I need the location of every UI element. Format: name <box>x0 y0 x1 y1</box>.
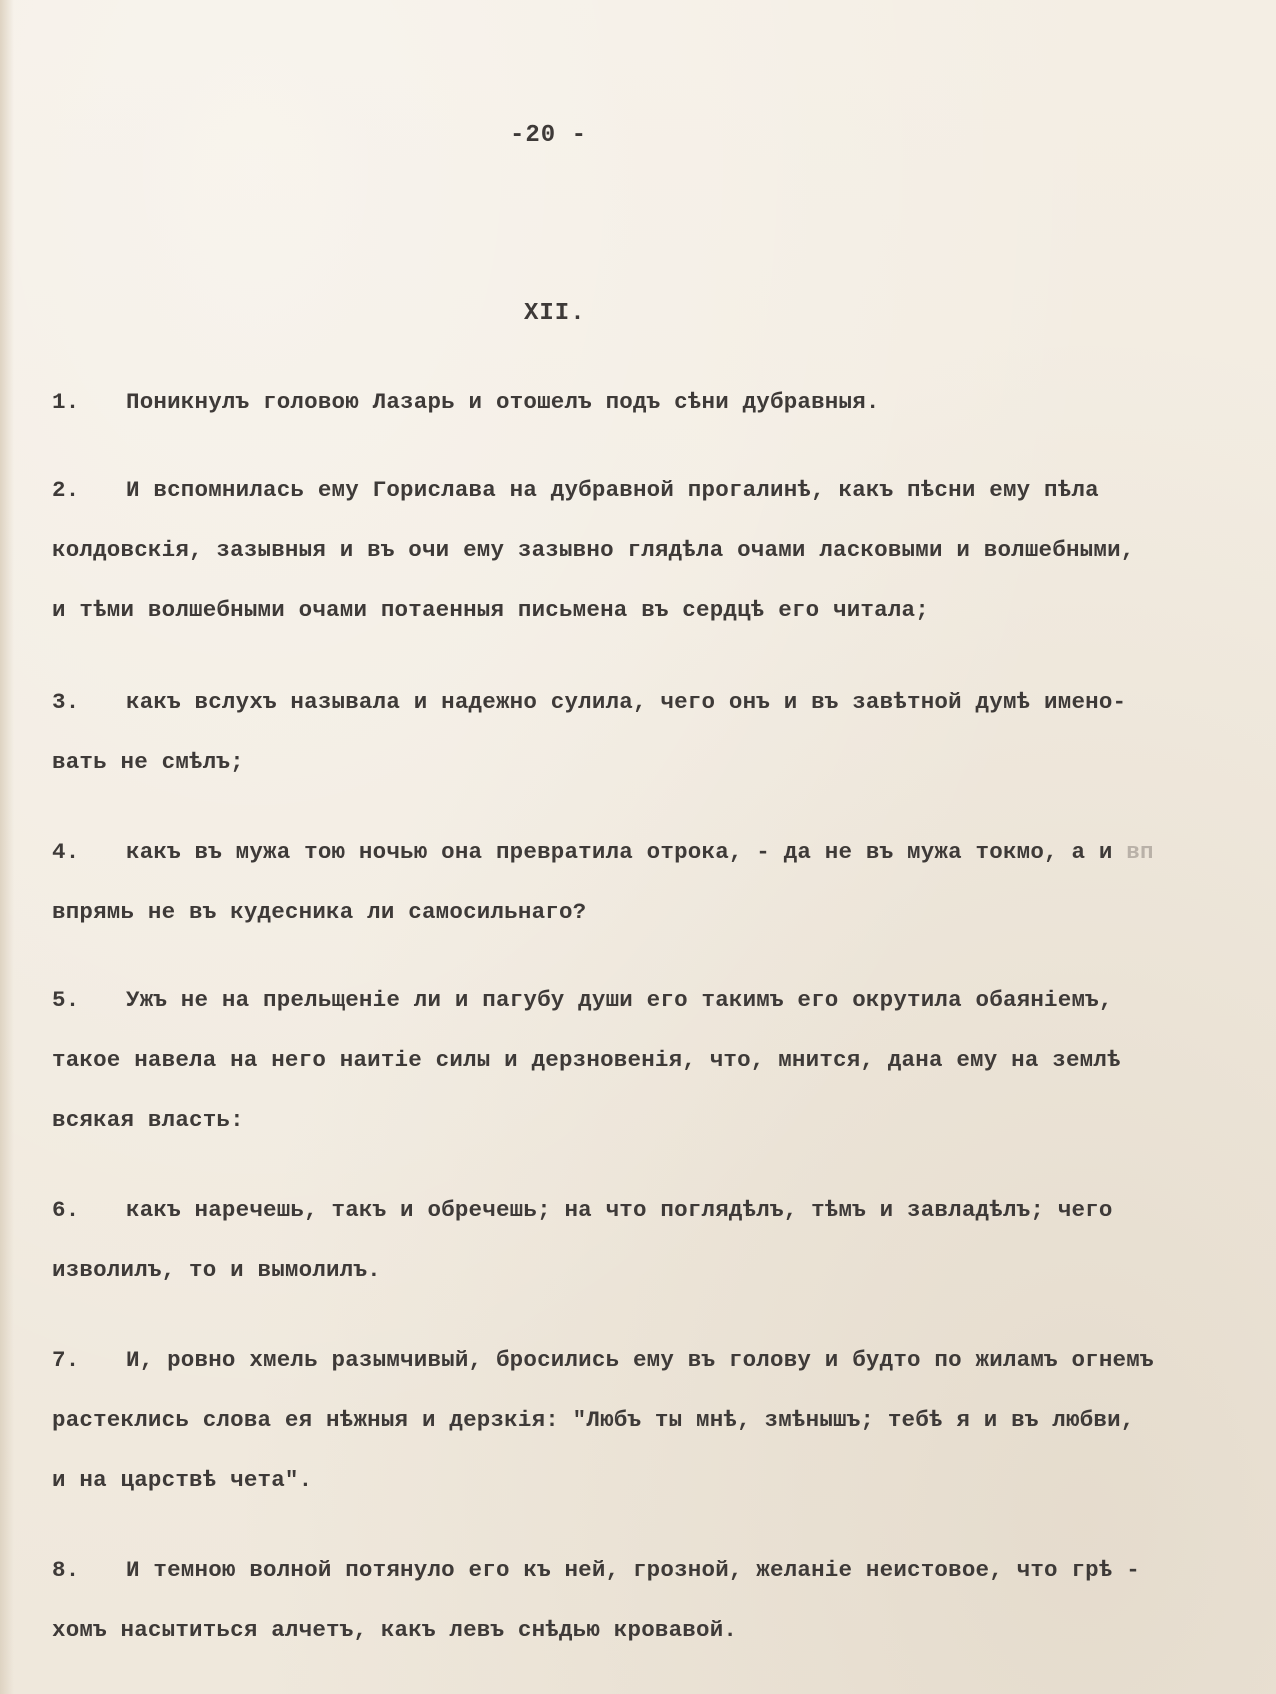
faded-overtyped-text: вп <box>1126 839 1154 865</box>
verse-line: какъ вслухъ называла и надежно сулила, чего онъ и въ завѣтной думѣ имено- <box>126 689 1127 715</box>
verse-line: Поникнулъ головою Лазарь и отошелъ подъ сѣни дубравныя. <box>126 389 880 415</box>
verse-3 <box>52 672 1252 792</box>
verse-line: впрямь не въ кудесника ли самосильнаго? <box>52 899 587 925</box>
verse-number: 2. <box>52 477 80 503</box>
verse-line: такое навела на него наитіе силы и дерзновенія, что, мнится, дана ему на землѣ <box>52 1047 1121 1073</box>
verse-6 <box>52 1180 1252 1300</box>
verse-line-text: какъ въ мужа тою ночью она превратила отрока, - да не въ мужа токмо, а и <box>126 839 1113 865</box>
verse-line: и на царствѣ чета". <box>52 1467 313 1493</box>
verse-line: И темною волной потянуло его къ ней, грозной, желаніе неистовое, что грѣ - <box>126 1557 1140 1583</box>
verse-number: 1. <box>52 389 80 415</box>
verse-7 <box>52 1330 1252 1510</box>
verse-number: 7. <box>52 1347 80 1373</box>
verse-number: 6. <box>52 1197 80 1223</box>
verse-line: И вспомнилась ему Горислава на дубравной прогалинѣ, какъ пѣсни ему пѣла <box>126 477 1099 503</box>
verse-line: вать не смѣлъ; <box>52 749 244 775</box>
verse-line: колдовскія, зазывныя и въ очи ему зазывно глядѣла очами ласковыми и волшебными, <box>52 537 1135 563</box>
verse-number: 5. <box>52 987 80 1013</box>
page-number: -20 - <box>510 122 588 149</box>
verse-number: 3. <box>52 689 80 715</box>
page-edge-shadow <box>0 0 14 1694</box>
chapter-heading: XII. <box>524 300 586 327</box>
verse-line: И, ровно хмель разымчивый, бросились ему въ голову и будто по жиламъ огнемъ <box>126 1347 1154 1373</box>
verse-line: Ужъ не на прельщеніе ли и пагубу души его такимъ его окрутила обаяніемъ, <box>126 987 1113 1013</box>
verse-line <box>126 822 1154 882</box>
verse-number: 8. <box>52 1557 80 1583</box>
verse-line: какъ наречешь, такъ и обречешь; на что поглядѣлъ, тѣмъ и завладѣлъ; чего <box>126 1197 1113 1223</box>
verse-line: и тѣми волшебными очами потаенныя письмена въ сердцѣ его читала; <box>52 597 929 623</box>
verse-line: растеклись слова ея нѣжныя и дерзкія: "Любъ ты мнѣ, змѣнышъ; тебѣ я и въ любви, <box>52 1407 1135 1433</box>
verse-line: хомъ насытиться алчетъ, какъ левъ снѣдью кровавой. <box>52 1617 738 1643</box>
verse-line: изволилъ, то и вымолилъ. <box>52 1257 381 1283</box>
verse-4 <box>52 822 1252 942</box>
verse-5 <box>52 970 1252 1150</box>
verse-2 <box>52 460 1252 640</box>
verse-1 <box>52 372 1252 432</box>
verse-number: 4. <box>52 839 80 865</box>
verse-8 <box>52 1540 1252 1660</box>
verse-line: всякая власть: <box>52 1107 244 1133</box>
